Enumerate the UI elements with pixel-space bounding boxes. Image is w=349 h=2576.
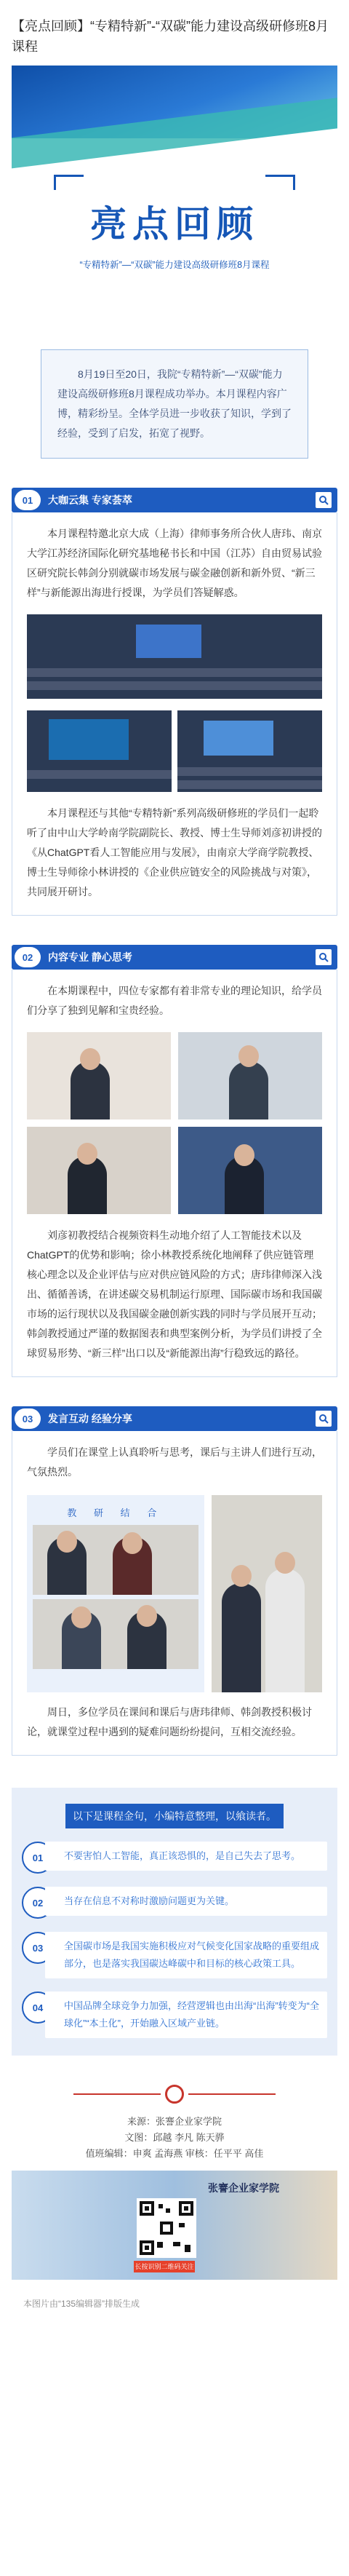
search-icon	[316, 1411, 332, 1427]
speaker-photo	[178, 1032, 322, 1119]
section-01	[12, 488, 337, 916]
section-paragraph: 本月课程还与其他“专精特新”系列高级研修班的学员们一起聆听了由中山大学岭南学院副院长、教授、博士生导师刘彦初讲授的《从ChatGPT看人工智能应用与发展》，由南京大学商学院教授、博士生导师徐小林讲授的《企业供应链安全的风险挑战与对策》，共同展开研讨。	[27, 807, 322, 897]
article-title: 【亮点回顾】“专精特新”-“双碳”能力建设高级研修班8月课程	[12, 19, 329, 54]
search-icon	[316, 492, 332, 508]
editor-note: 本图片由“135编辑器”排版生成	[23, 2299, 140, 2309]
lecture-photo	[177, 710, 322, 792]
brand-name: 张謇企业家学院	[208, 2182, 279, 2194]
lecture-photo	[27, 710, 172, 792]
footer-divider	[12, 2085, 337, 2104]
quote-number: 01	[22, 1842, 54, 1874]
section-title: 内容专业 静心思考	[48, 951, 132, 963]
intro-box: 8月19日至20日，我院“专精特新”—“双碳”能力建设高级研修班8月课程成功举办。本月课程内容广博，精彩纷呈。全体学员进一步收获了知识，学到了经验，受到了启发，拓宽了视野。	[41, 349, 308, 459]
section-paragraph: 本月课程特邀北京大成（上海）律师事务所合伙人唐玮、南京大学江苏经济国际化研究基地秘书长和中国（江苏）自由贸易试验区研究院长韩剑分别就碳市场发展与碳金融创新和新外贸、“新三样”与新能源出海进行授课，为学员们答疑解惑。	[27, 528, 322, 598]
banner-corner-right	[265, 175, 295, 190]
section-number: 02	[15, 947, 41, 967]
section-body	[12, 512, 337, 916]
speaker-photos	[27, 1032, 322, 1214]
quote-item	[22, 1887, 327, 1919]
section-02	[12, 945, 337, 1377]
photo-row	[27, 710, 322, 792]
section-title: 发言互动 经验分享	[48, 1413, 132, 1424]
quote-item	[22, 1842, 327, 1874]
lecture-hall-photo	[27, 614, 322, 699]
knot-icon	[165, 2085, 184, 2104]
quote-text: 中国品牌全球竞争力加强，经营逻辑也由出海“出海”转变为“全球化”“本土化”，开始融入区域产业链。	[45, 1992, 327, 2038]
qr-code[interactable]	[137, 2198, 196, 2258]
section-body	[12, 970, 337, 1377]
speaker-photo	[27, 1127, 171, 1214]
section-paragraph: 学员们在课堂上认真聆听与思考，课后与主讲人们进行互动，气氛热烈。	[27, 1446, 322, 1478]
section-number: 01	[15, 490, 41, 510]
collage-label: 教 研 结 合	[67, 1507, 164, 1518]
qr-caption: 长按识别二维码关注	[134, 2261, 195, 2272]
quote-text: 全国碳市场是我国实施积极应对气候变化国家战略的重要组成部分，也是落实我国碳达峰碳中和目标的核心政策工具。	[45, 1932, 327, 1978]
discussion-photo-tall	[212, 1495, 322, 1692]
quote-item	[22, 1932, 327, 1978]
brand-poster	[12, 2171, 337, 2280]
header-banner	[12, 66, 337, 335]
hero-subtitle: “专精特新”—“双碳”能力建设高级研修班8月课程	[79, 260, 270, 270]
search-icon	[316, 949, 332, 965]
credits-source: 来源：张謇企业家学院	[127, 2116, 222, 2127]
banner-hero	[12, 195, 337, 271]
quote-text: 当存在信息不对称时激励问题更为关键。	[45, 1887, 327, 1916]
section-header	[12, 488, 337, 512]
section-paragraph: 在本期课程中，四位专家都有着非常专业的理论知识，给学员们分享了独到见解和宝贵经验。	[27, 985, 322, 1016]
quote-number: 04	[22, 1992, 54, 2024]
section-03	[12, 1406, 337, 1756]
footer	[12, 2085, 337, 2320]
credits-editors: 值班编辑：申爽 孟海燕 审核：任平平 高佳	[85, 2148, 264, 2159]
section-body	[12, 1431, 337, 1756]
summary-header: 以下是课程金句，小编特意整理，以飨读者。	[65, 1804, 284, 1828]
speaker-photo	[178, 1127, 322, 1214]
photo-collage	[27, 1495, 204, 1692]
hero-title: 亮点回顾	[90, 204, 259, 245]
discussion-photo	[33, 1525, 198, 1595]
credits	[12, 2114, 337, 2162]
section-header	[12, 945, 337, 970]
section-header	[12, 1406, 337, 1431]
quote-item	[22, 1992, 327, 2038]
speaker-photo	[27, 1032, 171, 1119]
interaction-photos	[27, 1495, 322, 1692]
quote-number: 03	[22, 1932, 54, 1964]
section-title: 大咖云集 专家荟萃	[48, 494, 132, 506]
quote-text: 不要害怕人工智能，真正该恐惧的，是自己失去了思考。	[45, 1842, 327, 1871]
section-paragraph: 周日，多位学员在课间和课后与唐玮律师、韩剑教授积极讨论，就课堂过程中遇到的疑难问题纷纷提问，互相交流经验。	[27, 1706, 312, 1737]
section-number: 03	[15, 1408, 41, 1429]
quote-number: 02	[22, 1887, 54, 1919]
quotes-summary	[12, 1788, 337, 2056]
credits-authors: 文图：邱越 李凡 陈天骅	[124, 2132, 225, 2143]
banner-corner-left	[54, 175, 84, 190]
discussion-photo	[33, 1599, 198, 1669]
section-paragraph: 刘彦初教授结合视频资料生动地介绍了人工智能技术以及ChatGPT的优势和影响；徐小林教授系统化地阐释了供应链管理核心理念以及企业评估与应对供应链风险的方式；唐玮律师深入浅出、循循善诱，在讲述碳交易机制运行原理、国际碳市场和我国碳市场的运行现状以及我国碳金融创新实践的同时与学员展开互动；韩剑教授通过严谨的数据图表和典型案例分析，为学员们讲授了全球贸易形势、“新三样”出口以及“新能源出海”行稳致远的路径。	[27, 1229, 322, 1359]
